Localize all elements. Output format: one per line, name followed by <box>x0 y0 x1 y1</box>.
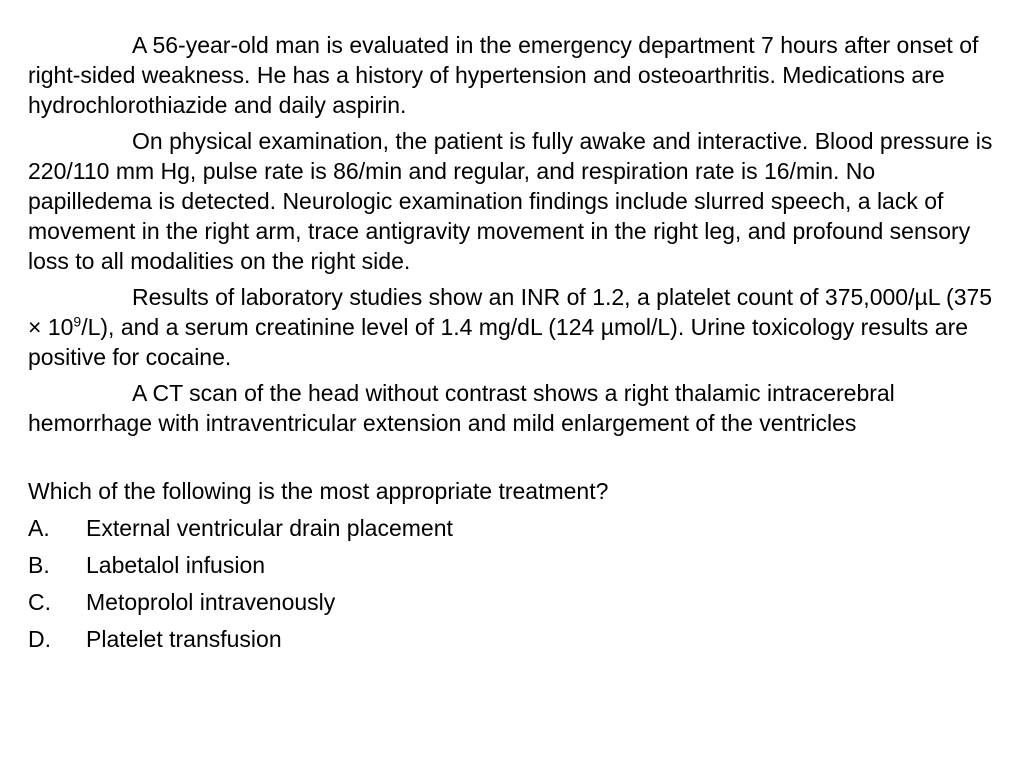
option-letter: B. <box>28 552 50 578</box>
labs-exponent: 9 <box>73 313 82 330</box>
option-letter: C. <box>28 589 51 615</box>
option-text: External ventricular drain placement <box>86 515 453 541</box>
option-letter: D. <box>28 626 51 652</box>
option-text: Platelet transfusion <box>86 626 282 652</box>
case-paragraph-labs <box>28 282 996 372</box>
option-text: Labetalol infusion <box>86 552 266 578</box>
answer-options <box>28 513 996 654</box>
case-paragraph-imaging: A CT scan of the head without contrast shows a right thalamic intracerebral hemorrhage with intraventricular extension and mild enlargement of the ventricles <box>28 380 895 436</box>
slide-content <box>28 30 996 661</box>
answer-option-d[interactable] <box>28 624 996 654</box>
answer-option-a[interactable] <box>28 513 996 543</box>
question-stem: Which of the following is the most appropriate treatment? <box>28 478 609 504</box>
labs-text-start: Results of laboratory studies show an INR of 1.2, a platelet count of 375,000/µL (375 × 10 <box>28 284 993 340</box>
case-paragraph-exam: On physical examination, the patient is fully awake and interactive. Blood pressure is 220/110 mm Hg, pulse rate is 86/min and regular, and respiration rate is 16/min. No papilledema is detected. Neurologic examination findings include slurred speech, a lack of movement in the right arm, trace antigravity movement in the right leg, and profound sensory loss to all modalities on the right side. <box>28 128 993 274</box>
option-letter: A. <box>28 515 50 541</box>
case-paragraph-history: A 56-year-old man is evaluated in the emergency department 7 hours after onset of right-sided weakness. He has a history of hypertension and osteoarthritis. Medications are hydrochlorothiazide and daily aspirin. <box>28 32 979 118</box>
option-text: Metoprolol intravenously <box>86 589 336 615</box>
labs-text-end: /L), and a serum creatinine level of 1.4 mg/dL (124 µmol/L). Urine toxicology results are positive for cocaine. <box>28 314 969 370</box>
answer-option-b[interactable] <box>28 550 996 580</box>
answer-option-c[interactable] <box>28 587 996 617</box>
